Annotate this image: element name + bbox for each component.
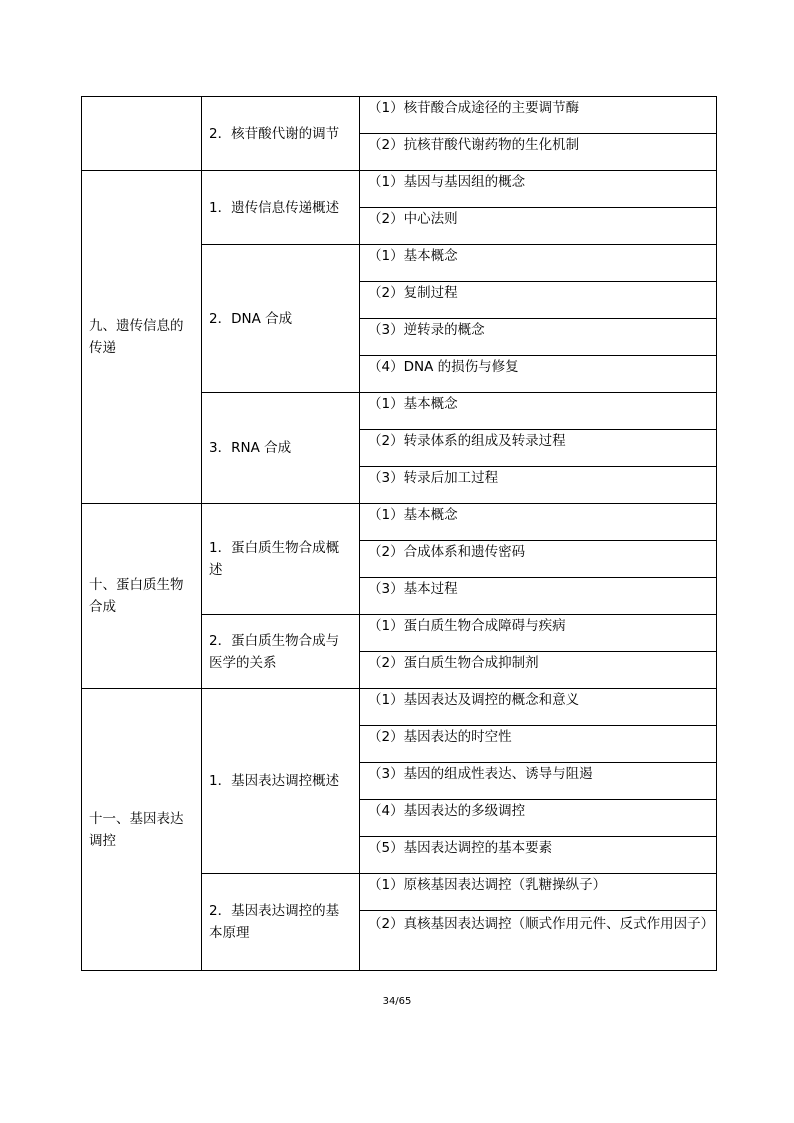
chapter-cell: 九、遗传信息的传递 [82,171,202,504]
item-cell: （4）基因表达的多级调控 [360,800,717,837]
chapter-cell: 十一、基因表达调控 [82,689,202,971]
item-cell: （2）复制过程 [360,282,717,319]
item-cell: （3）逆转录的概念 [360,319,717,356]
item-cell: （2）真核基因表达调控（顺式作用元件、反式作用因子） [360,911,717,971]
item-cell: （2）蛋白质生物合成抑制剂 [360,652,717,689]
section-cell: 2．DNA 合成 [202,245,360,393]
chapter-cell [82,97,202,171]
item-cell: （2）转录体系的组成及转录过程 [360,430,717,467]
section-cell: 1．遗传信息传递概述 [202,171,360,245]
item-cell: （3）基本过程 [360,578,717,615]
table-row [82,689,717,726]
item-cell: （1）核苷酸合成途径的主要调节酶 [360,97,717,134]
item-cell: （1）基本概念 [360,393,717,430]
item-cell: （1）基本概念 [360,504,717,541]
section-cell: 1．基因表达调控概述 [202,689,360,874]
table-row [82,504,717,541]
item-cell: （2）中心法则 [360,208,717,245]
item-cell: （2）基因表达的时空性 [360,726,717,763]
table-row [82,171,717,208]
item-cell: （2）合成体系和遗传密码 [360,541,717,578]
item-cell: （5）基因表达调控的基本要素 [360,837,717,874]
table-row [82,97,717,134]
section-cell: 1．蛋白质生物合成概述 [202,504,360,615]
page-number: 34/65 [382,996,412,1007]
section-cell: 2．基因表达调控的基本原理 [202,874,360,971]
item-cell: （3）转录后加工过程 [360,467,717,504]
item-cell: （1）原核基因表达调控（乳糖操纵子） [360,874,717,911]
item-cell: （1）基因与基因组的概念 [360,171,717,208]
syllabus-table [81,96,717,971]
item-cell: （1）基因表达及调控的概念和意义 [360,689,717,726]
section-cell: 3．RNA 合成 [202,393,360,504]
item-cell: （1）基本概念 [360,245,717,282]
chapter-cell: 十、蛋白质生物合成 [82,504,202,689]
item-cell: （3）基因的组成性表达、诱导与阻遏 [360,763,717,800]
item-cell: （4）DNA 的损伤与修复 [360,356,717,393]
section-cell: 2．核苷酸代谢的调节 [202,97,360,171]
item-cell: （1）蛋白质生物合成障碍与疾病 [360,615,717,652]
section-cell: 2．蛋白质生物合成与医学的关系 [202,615,360,689]
item-cell: （2）抗核苷酸代谢药物的生化机制 [360,134,717,171]
